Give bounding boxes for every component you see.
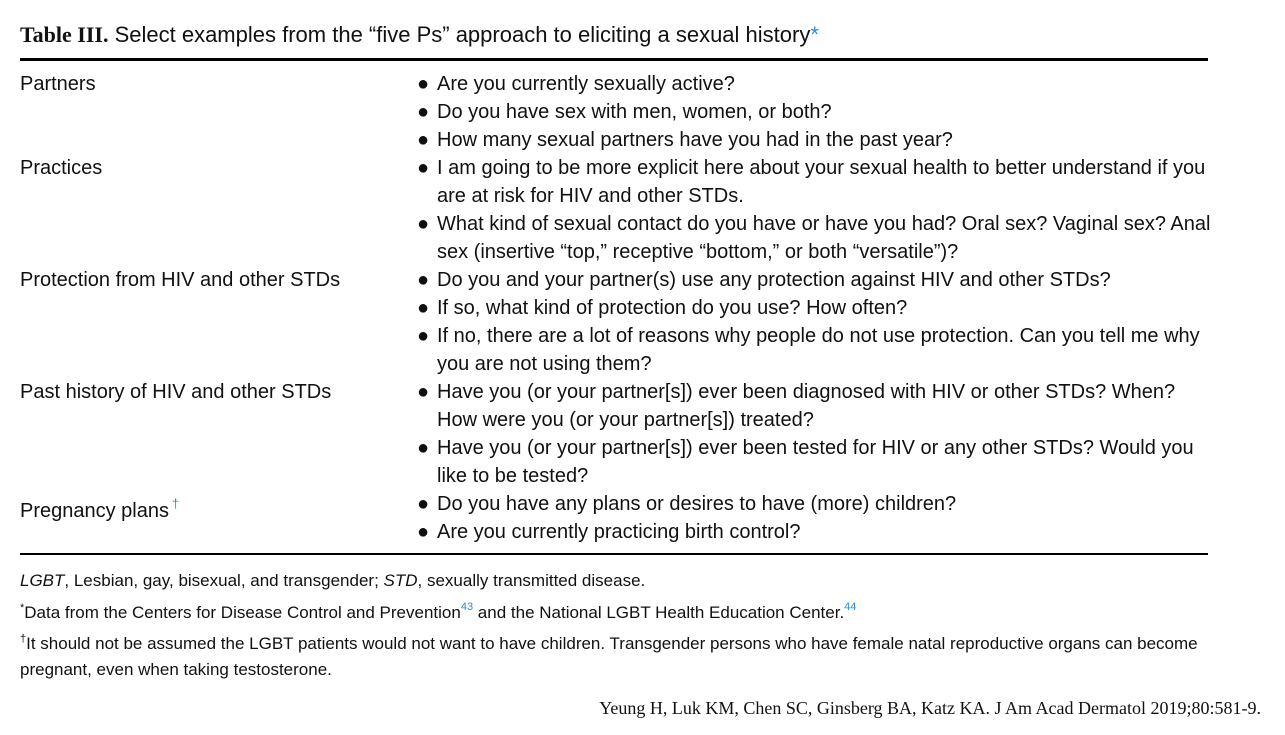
abbrev-definition: , sexually transmitted disease. [417, 571, 646, 590]
row-term: Protection from HIV and other STDs [20, 269, 341, 291]
table-footnotes [20, 568, 1210, 683]
pregnancy-note-text: It should not be assumed the LGBT patients would not want to have children. Transgender persons who have female natal reproductive organs can become pregnant, even when taking testosterone. [20, 634, 1198, 679]
table-bottom-rule [20, 553, 1208, 555]
table-caption: Select examples from the “five Ps” approach to eliciting a sexual history [114, 22, 811, 47]
term-footnote-marker: † [171, 496, 180, 511]
bullet-icon: ● [416, 437, 430, 459]
question-text: Do you and your partner(s) use any protection against HIV and other STDs? [437, 269, 1111, 291]
question-text: Are you currently practicing birth control? [437, 521, 801, 543]
abbrev-term: STD [383, 571, 418, 590]
source-note-text: Data from the Centers for Disease Control and Prevention [24, 603, 461, 622]
question-item [416, 210, 1212, 266]
question-text: If so, what kind of protection do you use? How often? [437, 297, 908, 319]
bullet-icon: ● [416, 73, 430, 95]
question-item [416, 518, 1212, 546]
row-term: Practices [20, 157, 103, 179]
row-questions [416, 154, 1212, 266]
footnote-symbol: † [20, 633, 27, 645]
pregnancy-note [20, 626, 1210, 683]
reference-link[interactable]: 44 [844, 601, 857, 613]
bullet-icon: ● [416, 325, 430, 347]
question-item [416, 294, 1212, 322]
abbrev-definition: , Lesbian, gay, bisexual, and transgender; [64, 571, 384, 590]
question-text: If no, there are a lot of reasons why people do not use protection. Can you tell me why you are not using them? [437, 325, 1200, 375]
citation: Yeung H, Luk KM, Chen SC, Ginsberg BA, Katz KA. J Am Acad Dermatol 2019;80:581-9. [599, 698, 1261, 718]
bullet-icon: ● [416, 213, 430, 235]
bullet-icon: ● [416, 101, 430, 123]
question-text: I am going to be more explicit here about your sexual health to better understand if you are at risk for HIV and other STDs. [437, 157, 1206, 207]
question-text: What kind of sexual contact do you have or have you had? Oral sex? Vaginal sex? Anal sex (insertive “top,” receptive “bottom,” or both “versatile”)? [437, 213, 1211, 263]
question-text: Have you (or your partner[s]) ever been tested for HIV or any other STDs? Would you like to be tested? [437, 437, 1194, 487]
caption-footnote-marker: * [810, 22, 819, 47]
row-term: Past history of HIV and other STDs [20, 381, 332, 403]
question-item [416, 378, 1212, 434]
table-label: Table III. [20, 22, 109, 47]
source-note [20, 594, 1210, 626]
row-questions [416, 490, 1212, 546]
abbrev-term: LGBT [20, 571, 65, 590]
question-item [416, 266, 1212, 294]
question-text: Are you currently sexually active? [437, 73, 735, 95]
question-item [416, 70, 1212, 98]
bullet-icon: ● [416, 493, 430, 515]
question-text: Have you (or your partner[s]) ever been diagnosed with HIV or other STDs? When? How were you (or your partner[s]) treated? [437, 381, 1176, 431]
question-item [416, 98, 1212, 126]
question-item [416, 490, 1212, 518]
bullet-icon: ● [416, 129, 430, 151]
row-term: Partners [20, 73, 96, 95]
question-item [416, 126, 1212, 154]
table-top-rule [20, 58, 1208, 61]
row-questions [416, 378, 1212, 490]
source-note-text: and the National LGBT Health Education Center. [473, 603, 845, 622]
bullet-icon: ● [416, 297, 430, 319]
question-text: Do you have sex with men, women, or both? [437, 101, 832, 123]
row-questions [416, 70, 1212, 154]
question-item [416, 154, 1212, 210]
bullet-icon: ● [416, 157, 430, 179]
row-questions [416, 266, 1212, 378]
row-term-text: Pregnancy plans [20, 500, 169, 522]
table-title [20, 22, 819, 48]
row-term [20, 490, 179, 525]
question-text: How many sexual partners have you had in the past year? [437, 129, 953, 151]
footnote-symbol: * [20, 602, 25, 614]
question-item [416, 322, 1212, 378]
abbreviations-note [20, 568, 1210, 594]
reference-link[interactable]: 43 [460, 601, 474, 613]
bullet-icon: ● [416, 521, 430, 543]
bullet-icon: ● [416, 269, 430, 291]
bullet-icon: ● [416, 381, 430, 403]
question-item [416, 434, 1212, 490]
question-text: Do you have any plans or desires to have (more) children? [437, 493, 957, 515]
